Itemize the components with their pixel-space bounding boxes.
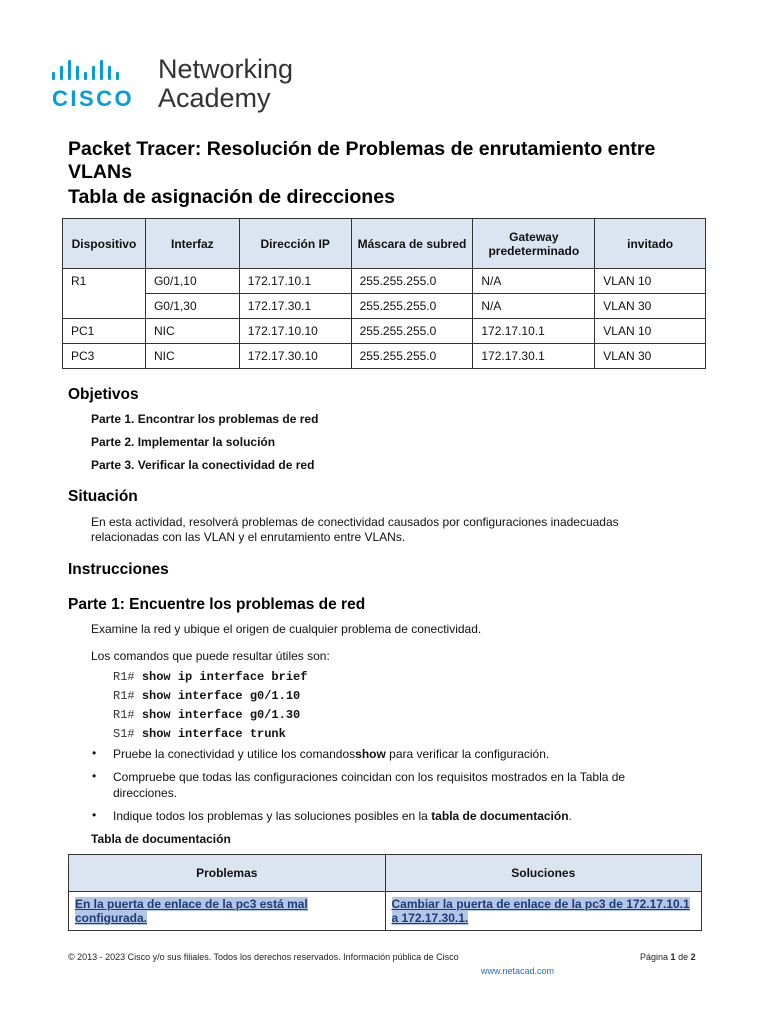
- table-row: [69, 892, 702, 931]
- parte1-heading: Parte 1: Encuentre los problemas de red: [68, 596, 366, 613]
- table-header-row: [69, 855, 702, 892]
- header-cell: Soluciones: [385, 855, 702, 892]
- bullet-item: Pruebe la conectividad y utilice los comandosshow para verificar la configuración.: [113, 747, 550, 761]
- command-line: [113, 689, 300, 703]
- command-line: [113, 708, 300, 722]
- command-line: [113, 727, 286, 741]
- table-row: [63, 344, 706, 369]
- logo-networking: Networking: [158, 54, 294, 84]
- situacion-heading: Situación: [68, 488, 138, 505]
- commands-intro: Los comandos que puede resultar útiles son:: [91, 649, 330, 663]
- table-cell: 172.17.30.1: [239, 294, 351, 319]
- table-row: [63, 319, 706, 344]
- header-cell: Dirección IP: [239, 219, 351, 269]
- objective-item: Parte 2. Implementar la solución: [91, 435, 276, 449]
- command-prompt: R1#: [113, 670, 135, 684]
- table-cell: NIC: [145, 344, 239, 369]
- situacion-text: En esta actividad, resolverá problemas de conectividad causados por configuraciones inadecuadas relacionadas con las VLAN y el enrutamiento entre VLANs.: [91, 515, 619, 544]
- instrucciones-heading: Instrucciones: [68, 561, 169, 578]
- problem-cell: [69, 892, 386, 931]
- header-cell: Problemas: [69, 855, 386, 892]
- command-text: show interface g0/1.10: [141, 689, 301, 703]
- parte1-intro: Examine la red y ubique el origen de cualquier problema de conectividad.: [91, 622, 482, 636]
- table-cell: [63, 294, 146, 319]
- objective-item: Parte 3. Verificar la conectividad de red: [91, 458, 315, 472]
- table-cell: 172.17.30.1: [473, 344, 595, 369]
- table-cell: 172.17.10.1: [473, 319, 595, 344]
- command-text: show ip interface brief: [141, 670, 308, 684]
- cisco-bars-icon: [52, 60, 124, 80]
- doc-table-caption: Tabla de documentación: [91, 832, 231, 846]
- solution-cell: [385, 892, 702, 931]
- header-cell: Máscara de subred: [351, 219, 473, 269]
- table-cell: VLAN 30: [595, 294, 706, 319]
- command-prompt: R1#: [113, 708, 135, 722]
- table-cell: VLAN 30: [595, 344, 706, 369]
- footer-page-number: Página 1 de 2: [640, 952, 696, 962]
- objetivos-heading: Objetivos: [68, 386, 139, 403]
- table-row: [63, 294, 706, 319]
- table-cell: 255.255.255.0: [351, 319, 473, 344]
- cisco-networking-academy-logo: [52, 56, 312, 120]
- bullet-item: Compruebe que todas las configuraciones coincidan con los requisitos mostrados en la Tabla de direcciones.: [113, 770, 626, 800]
- table-header-row: [63, 219, 706, 269]
- header-cell: Interfaz: [145, 219, 239, 269]
- table-cell: G0/1,10: [145, 269, 239, 294]
- table-cell: 255.255.255.0: [351, 269, 473, 294]
- command-prompt: S1#: [113, 727, 135, 741]
- table-cell: 172.17.10.1: [239, 269, 351, 294]
- table-cell: 172.17.10.10: [239, 319, 351, 344]
- address-table: [62, 218, 706, 369]
- command-prompt: R1#: [113, 689, 135, 703]
- table-cell: G0/1,30: [145, 294, 239, 319]
- header-cell: Gateway predeterminado: [473, 219, 595, 269]
- table-cell: VLAN 10: [595, 269, 706, 294]
- highlighted-text: En la puerta de enlace de la pc3 está mal configurada.: [75, 897, 308, 925]
- table-cell: R1: [63, 269, 146, 294]
- table-cell: VLAN 10: [595, 319, 706, 344]
- logo-academy: Academy: [158, 83, 271, 113]
- cisco-wordmark: CISCO: [52, 86, 135, 111]
- document-title: Packet Tracer: Resolución de Problemas de enrutamiento entre VLANs: [68, 138, 656, 183]
- table-cell: NIC: [145, 319, 239, 344]
- bullet-icon: •: [92, 746, 97, 760]
- command-text: show interface trunk: [141, 727, 286, 741]
- bullet-item: Indique todos los problemas y las soluciones posibles en la tabla de documentación.: [113, 809, 572, 823]
- table-cell: 255.255.255.0: [351, 294, 473, 319]
- header-cell: Dispositivo: [63, 219, 146, 269]
- bullet-icon: •: [92, 808, 97, 822]
- address-table-heading: Tabla de asignación de direcciones: [68, 186, 395, 208]
- footer-link[interactable]: www.netacad.com: [481, 966, 555, 976]
- table-cell: 255.255.255.0: [351, 344, 473, 369]
- command-text: show interface g0/1.30: [141, 708, 301, 722]
- objective-item: Parte 1. Encontrar los problemas de red: [91, 412, 319, 426]
- table-row: [63, 269, 706, 294]
- header-cell: invitado: [595, 219, 706, 269]
- bullet-icon: •: [92, 769, 97, 783]
- table-cell: 172.17.30.10: [239, 344, 351, 369]
- table-cell: PC1: [63, 319, 146, 344]
- table-cell: PC3: [63, 344, 146, 369]
- table-cell: N/A: [473, 294, 595, 319]
- command-line: [113, 670, 307, 684]
- highlighted-text: Cambiar la puerta de enlace de la pc3 de 172.17.10.1 a 172.17.30.1.: [391, 897, 690, 925]
- footer-copyright: © 2013 - 2023 Cisco y/o sus filiales. Todos los derechos reservados. Información pública de Cisco: [68, 952, 459, 962]
- documentation-table: [68, 854, 702, 931]
- table-cell: N/A: [473, 269, 595, 294]
